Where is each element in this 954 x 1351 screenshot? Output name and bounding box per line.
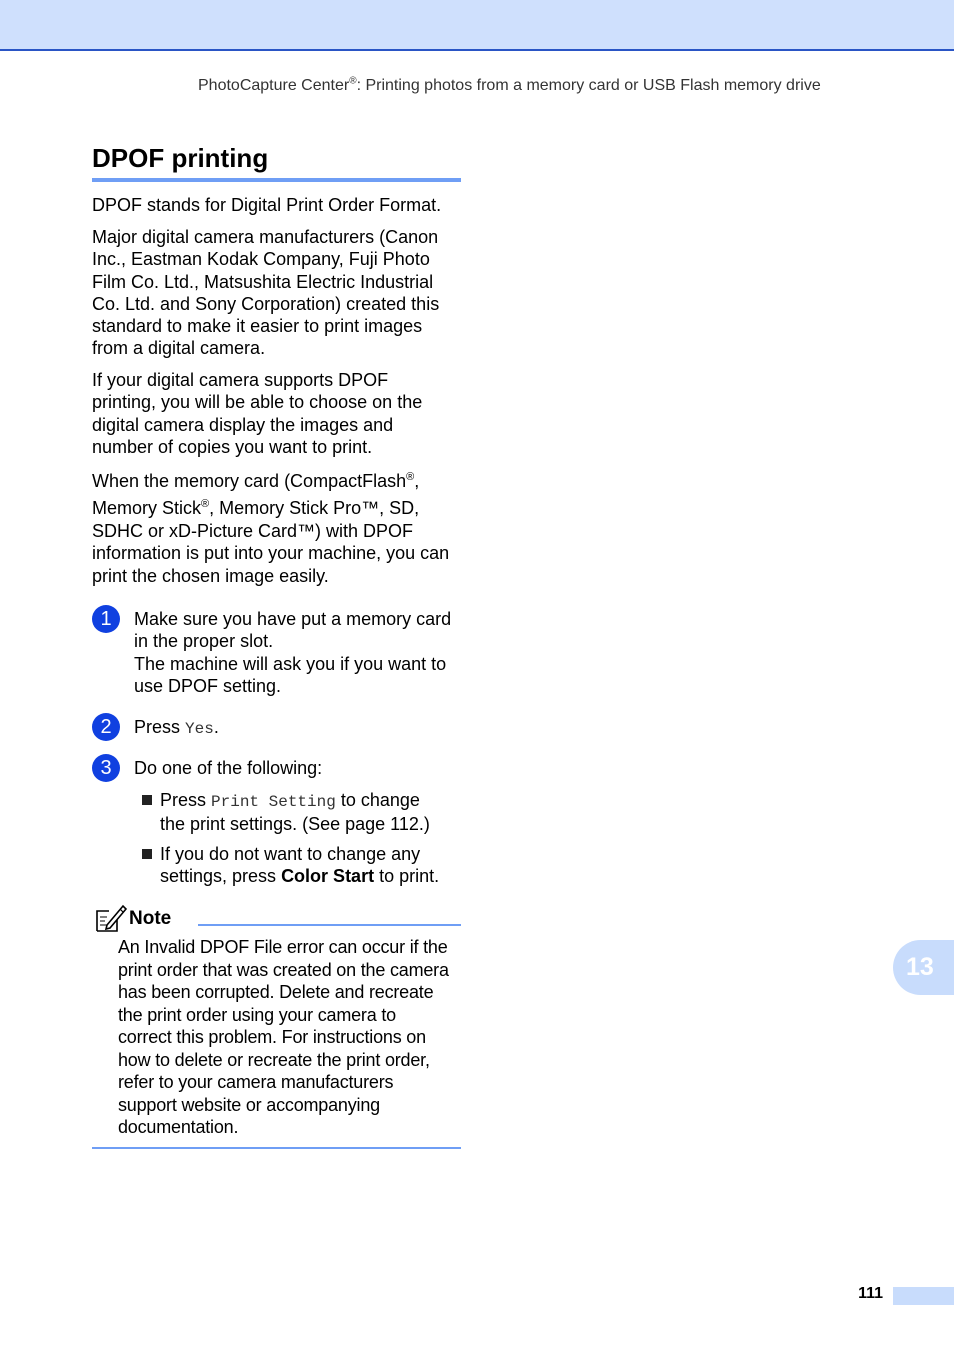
note-label: Note [129,908,172,929]
note-body: An Invalid DPOF File error can occur if the print order that was created on the camera has been corrupted. Delete and recreate the print order using your camera to correct this problem. For instructions on how to delete or recreate the print order, refer to your camera manufacturers support website or accompanying documentation. [118,937,449,1137]
step-2-text: Press Yes. [134,717,219,738]
square-bullet-icon [142,795,152,805]
paragraph-memory-card: When the memory card (CompactFlash®, Memory Stick®, Memory Stick Pro™, SD, SDHC or xD-Picture Card™) with DPOF information is put into your machine, you can print the chosen image easily. [92,471,450,586]
step-1-text: Make sure you have put a memory card in the proper slot. The machine will ask you if you want to use DPOF setting. [134,609,452,696]
page-number-band [893,1287,954,1305]
square-bullet-icon [142,849,152,859]
step-number-badge: 1 [92,605,120,633]
step-1 [92,605,464,700]
page-number: 111 [858,1285,883,1302]
section-title: DPOF printing [92,143,269,173]
bullet-color-start: If you do not want to change any settings, press Color Start to print. [142,843,462,889]
paragraph-camera-support: If your digital camera supports DPOF printing, you will be able to choose on the digital camera display the images and number of copies you want to print. [92,370,423,457]
step-2 [92,713,464,743]
chapter-tab: 13 [893,940,954,995]
step-3-text: Do one of the following: [134,758,323,778]
title-underline [92,178,461,182]
running-header: PhotoCapture Center®: Printing photos from a memory card or USB Flash memory drive [198,75,821,94]
paragraph-dpof-definition: DPOF stands for Digital Print Order Format. [92,195,442,215]
step-number-badge: 3 [92,754,120,782]
step-number-badge: 2 [92,713,120,741]
note-top-rule [198,924,461,926]
paragraph-manufacturers: Major digital camera manufacturers (Canon Inc., Eastman Kodak Company, Fuji Photo Film Co. Ltd., Matsushita Electric Industrial Co. Ltd. and Sony Corporation) created this standard to make it easier to print images from a digital camera. [92,227,440,359]
step-3 [92,754,464,784]
note-pencil-icon [95,903,127,933]
top-header-band [0,0,954,51]
note-bottom-rule [92,1147,461,1149]
bullet-print-setting: Press Print Setting to change the print settings. (See page 112.) [142,789,462,835]
